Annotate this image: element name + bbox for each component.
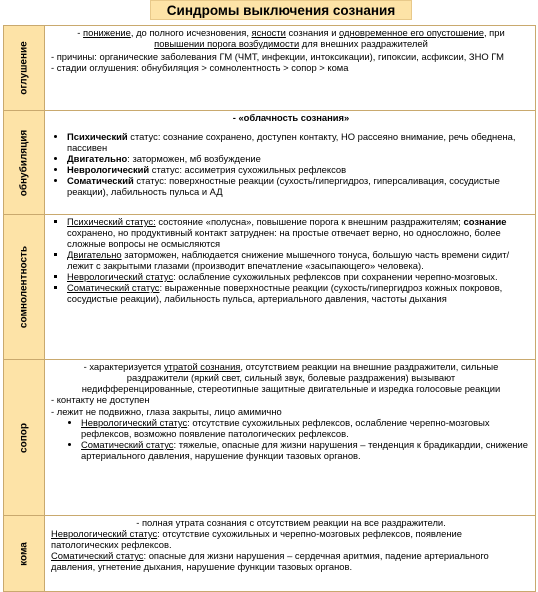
item-lead: Неврологический статус bbox=[67, 271, 174, 282]
row-label-coma: кома bbox=[18, 541, 30, 566]
row-somnolence bbox=[4, 215, 536, 360]
text-fragment: понижение bbox=[83, 27, 131, 38]
row-content-obnubilation bbox=[45, 111, 536, 215]
row-label-cell bbox=[4, 516, 45, 592]
row-label-sopor: сопор bbox=[18, 422, 30, 453]
item-text: сохранено, но продуктивный контакт затруднен: на простые отвечает верно, но односложно, более сложные вопросы не осмысляются bbox=[67, 227, 501, 249]
coma-neuro bbox=[51, 528, 531, 550]
syndromes-table bbox=[3, 25, 536, 592]
list-item bbox=[67, 175, 531, 197]
sopor-contact: - контакту не доступен bbox=[51, 394, 150, 405]
row-content-coma bbox=[45, 516, 536, 592]
row-label-somnolence: сомнолентность bbox=[18, 245, 30, 329]
item-text: : опасные для жизни нарушения – сердечная аритмия, падение артериального давления, угнетение дыхания, нарушение функции тазовых органов. bbox=[51, 550, 489, 572]
item-lead: Психический статус: bbox=[67, 216, 156, 227]
row-label-cell bbox=[4, 26, 45, 111]
item-text: : отсутствие сухожильных и черепно-мозговых рефлексов, появление патологических рефлексов. bbox=[51, 528, 462, 550]
list-item bbox=[81, 417, 531, 439]
row-obnubilation bbox=[4, 111, 536, 215]
obnubilation-list bbox=[51, 131, 531, 197]
row-label-cell bbox=[4, 215, 45, 360]
item-lead: Соматический статус bbox=[67, 282, 160, 293]
stupefaction-definition bbox=[51, 27, 531, 49]
text-fragment: повышении порога возбудимости bbox=[154, 38, 300, 49]
somnolence-list bbox=[51, 216, 531, 304]
item-lead: Двигательно bbox=[67, 153, 128, 164]
item-text: статус: сознание сохранено, доступен контакту, НО рассеяно внимание, речь обеднена, пассивен bbox=[67, 131, 516, 153]
text-fragment: , до полного исчезновения, bbox=[130, 27, 252, 38]
item-lead: Психический bbox=[67, 131, 128, 142]
list-item bbox=[67, 271, 531, 282]
text-fragment: - bbox=[77, 27, 84, 38]
text-fragment: , отсутствием реакции на внешние раздражители, сильные раздражители (яркий свет, сильный звук, болевые раздражения) вызывают недифференцированные, стереотипные защитные двигательные и изредка голосовые реакции bbox=[81, 361, 501, 394]
item-text: : выраженные поверхностные реакции (сухость/гипергидроз кожных покровов, сосудистые реакции), лабильность пульса, артериального давления, частоты дыхания bbox=[67, 282, 503, 304]
text-fragment: - характеризуется bbox=[83, 361, 164, 372]
row-label-cell bbox=[4, 360, 45, 516]
item-text: статус: поверхностные реакции (сухость/гипергидроз, гиперсаливация, сосудистые реакции), лабильность пульса и АД bbox=[67, 175, 500, 197]
text-fragment: одновременное его опустошение bbox=[339, 27, 484, 38]
row-label-obnubilation: обнубиляция bbox=[18, 129, 30, 196]
row-content-somnolence bbox=[45, 215, 536, 360]
stupefaction-stages: - стадии оглушения: обнубиляция > сомнолентность > сопор > кома bbox=[51, 62, 349, 73]
item-lead: сознание bbox=[463, 216, 507, 227]
item-text: : заторможен, мб возбуждение bbox=[127, 153, 261, 164]
list-item bbox=[67, 216, 531, 249]
item-text: состояние «полусна», повышение порога к внешним раздражителям; bbox=[155, 216, 464, 227]
text-fragment: для внешних раздражителей bbox=[299, 38, 428, 49]
row-coma bbox=[4, 516, 536, 592]
list-item bbox=[67, 164, 531, 175]
item-lead: Соматический bbox=[67, 175, 134, 186]
item-text: заторможен, наблюдается снижение мышечного тонуса, большую часть времени сидит/лежит с закрытыми глазами (производит впечатление «засыпающего» человека). bbox=[67, 249, 510, 271]
item-text: : тяжелые, опасные для жизни нарушения – тенденция к брадикардии, снижение артериального давления, нарушение функции тазовых органов. bbox=[81, 439, 528, 461]
row-content-sopor bbox=[45, 360, 536, 516]
sopor-definition bbox=[51, 361, 531, 394]
list-item bbox=[67, 282, 531, 304]
list-item bbox=[67, 153, 531, 164]
stupefaction-causes: - причины: органические заболевания ГМ (ЧМТ, инфекции, интоксикации), гипоксии, асфиксии, ЗНО ГМ bbox=[51, 51, 504, 62]
item-text: : отсутствие сухожильных рефлексов, ослабление черепно-мозговых рефлексов, возможно появление патологических рефлексов. bbox=[81, 417, 490, 439]
item-lead: Неврологический статус bbox=[81, 417, 188, 428]
item-lead: Неврологический статус bbox=[51, 528, 158, 539]
obnubilation-heading: - «облачность сознания» bbox=[232, 112, 350, 123]
page-title: Синдромы выключения сознания bbox=[150, 0, 412, 20]
text-fragment: ясности bbox=[251, 27, 286, 38]
row-content-stupefaction bbox=[45, 26, 536, 111]
item-text: статус: ассиметрия сухожильных рефлексов bbox=[149, 164, 347, 175]
coma-somatic bbox=[51, 550, 531, 572]
row-label-stupefaction: оглушение bbox=[18, 41, 30, 95]
row-sopor bbox=[4, 360, 536, 516]
item-lead: Соматический статус bbox=[51, 550, 144, 561]
sopor-lying: - лежит не подвижно, глаза закрыты, лицо амимично bbox=[51, 406, 282, 417]
text-fragment: утратой сознания bbox=[163, 361, 241, 372]
list-item bbox=[81, 439, 531, 461]
coma-definition: - полная утрата сознания с отсутствием реакции на все раздражители. bbox=[136, 517, 446, 528]
sopor-list bbox=[51, 417, 531, 461]
item-lead: Соматический статус bbox=[81, 439, 174, 450]
text-fragment: , при bbox=[483, 27, 505, 38]
item-text: : ослабление сухожильных рефлексов при сохранении черепно-мозговых. bbox=[173, 271, 498, 282]
row-stupefaction bbox=[4, 26, 536, 111]
item-lead: Двигательно bbox=[67, 249, 122, 260]
item-lead: Неврологический bbox=[67, 164, 150, 175]
list-item bbox=[67, 249, 531, 271]
list-item bbox=[67, 131, 531, 153]
row-label-cell bbox=[4, 111, 45, 215]
text-fragment: сознания и bbox=[285, 27, 340, 38]
